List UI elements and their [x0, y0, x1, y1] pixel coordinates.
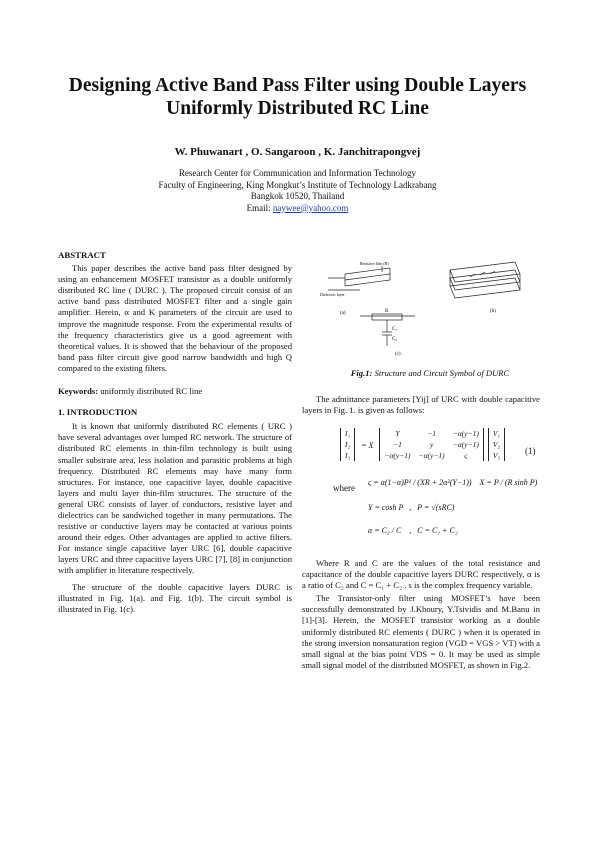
figure-1-structure-diagram	[320, 260, 525, 360]
where-label: where	[333, 483, 355, 493]
fig-label-a: (a)	[340, 311, 346, 316]
fig-label-resistive: Resistive film (R)	[360, 261, 389, 266]
equation-1: I₁ I₂ I₃ = X Y −1 −α(y−1) −1 y −α(y−1) −α(y−1) −α(y−1) ς V₁ V₂ V₃	[340, 428, 540, 461]
fig-label-c1: C₁	[392, 327, 398, 332]
fig-label-dielectric: Dielectric layer	[320, 292, 345, 297]
fig-label-r: R	[385, 309, 389, 314]
right-paragraph-3: The Transistor-only filter using MOSFET’s have been successfully demonstrated by J.Khoury, Y.Tsividis and M.Banu in [1]-[3]. Herein, the MOSFET transistor working as a double uniformly distributed RC elements ( DURC ) when it is operated in the strong inversion nonsaturation region (VGD = VGS > VT) with a small signal at the bias point VDS = 0. It may be used as simple small signal model of the distributed MOSFET, as shown in Fig.2.	[302, 593, 540, 670]
keywords: Keywords: uniformly distributed RC line	[58, 386, 203, 397]
intro-paragraph-2: The structure of the double capacitive layers DURC is illustrated in Fig. 1(a). and Fig. 1(b). The circuit symbol is illustrated in Fig. 1(c).	[58, 581, 292, 614]
abstract-heading: ABSTRACT	[58, 250, 106, 260]
equation-definitions: ς = α(1−α)P² / (XR + 2α²(Y−1)) X = P / (R sinh P) Y = cosh P , P = √(sRC) α = C₂ / C , C = C₁ + C₂	[368, 478, 538, 535]
paper-title: Designing Active Band Pass Filter using Double Layers Uniformly Distributed RC Line	[68, 75, 527, 119]
figure-1-caption: Fig.1: Structure and Circuit Symbol of DURC	[350, 368, 510, 378]
intro-paragraph-1: It is known that uniformly distributed RC elements ( URC ) have several advantages over lumped RC network. The structure of distributed RC elements in thin-film technology is built using smaller substrate area, less isolation and parasitic problems at high frequency. Distributed RC elements may have many form structures. For instance, one capacitive layer, double capacitive layers and multi layer thin-film structures. The structure of the general URC consists of layer of conductors, resistive layer and dielectrics can be sandwiched together in many permutations. The resistive or conductive layers may be contacted at various points around their edges. Other advantages are applied to active filters. For instance single capacitive layer URC [6], double capacitive layers URC and three capacitive layers URC [7], [8] in conjunction with amplifier in literature respectively.	[58, 421, 292, 576]
right-column	[302, 394, 540, 416]
authors: W. Phuwanart , O. Sangaroon , K. Janchitrapongvej	[174, 146, 421, 158]
fig-label-c: (c)	[395, 352, 401, 357]
abstract-text: This paper describes the active band pass filter designed by using an enhancement MOSFET transistor as a double uniformly distributed RC line ( DURC ). The proposed circuit consist of an active band pass distributed MOSFET filter and a single gain amplifier. Herein, α and K parameters of the circuit are used to improve the magnitude response. From the experimental results of the frequency characteristics give us a good agreement with theoretical values. It is showed that the behaviour of the proposed band pass filter circuit give good narrow bandwidth and high Q compared to the existing filters.	[58, 263, 292, 373]
affiliation: Research Center for Communication and Information Technology Faculty of Engineering, King Mongkut’s Institute of Technology Ladkrabang Bangkok 10520, Thailand Email: naywee@yahoo.com	[158, 168, 437, 213]
equation-number: (1)	[525, 446, 536, 456]
email-link[interactable]: naywee@yahoo.com	[272, 202, 349, 213]
fig-label-b: (b)	[490, 309, 496, 314]
fig-label-c2: C₂	[392, 337, 398, 342]
right-paragraph-2: Where R and C are the values of the total resistance and capacitance of the double capacitive layers DURC respectively, α is a ratio of C₂ and C = C₁ + C₂ . s is the complex frequency variable.	[302, 558, 540, 591]
intro-heading: 1. INTRODUCTION	[58, 407, 138, 418]
right-paragraph-1: The admittance parameters [Yij] of URC with double capacitive layers in Fig. 1. is given as follows:	[302, 394, 540, 416]
left-column	[58, 250, 292, 615]
right-column-lower	[302, 558, 540, 671]
